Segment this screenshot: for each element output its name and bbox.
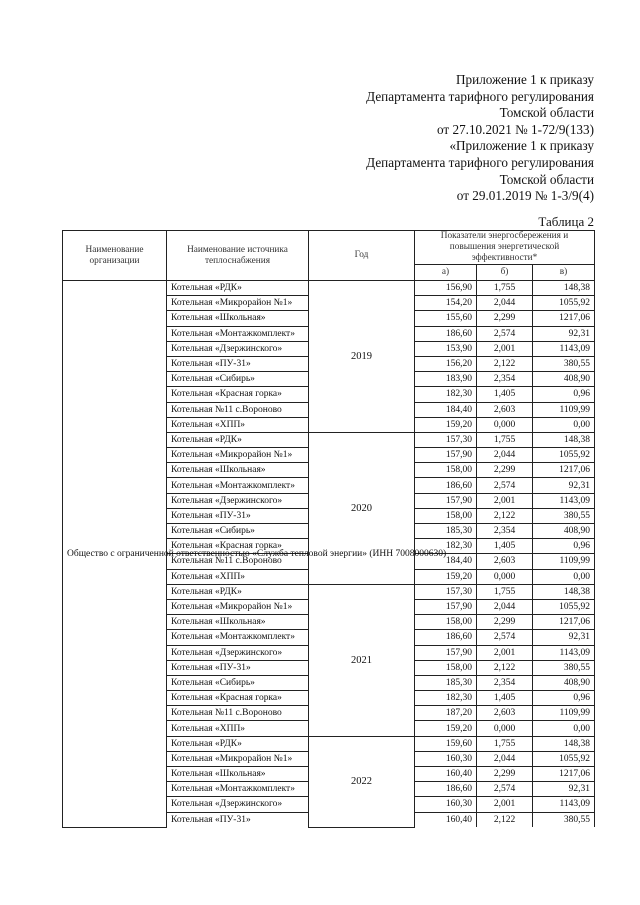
value-c-cell: 1055,92 [533,599,595,614]
value-b-cell: 1,755 [477,736,533,751]
value-b-cell: 2,044 [477,599,533,614]
header-line: «Приложение 1 к приказу [449,138,594,154]
value-c-cell: 408,90 [533,372,595,387]
value-b-cell: 2,603 [477,554,533,569]
value-b-cell: 1,755 [477,432,533,447]
value-b-cell: 2,603 [477,402,533,417]
value-c-cell: 148,38 [533,736,595,751]
value-b-cell: 1,405 [477,691,533,706]
value-b-cell: 2,001 [477,797,533,812]
value-a-cell: 153,90 [415,341,477,356]
year-cell: 2022 [309,736,415,827]
value-c-cell: 380,55 [533,356,595,371]
document-header [366,72,594,205]
value-a-cell: 158,00 [415,660,477,675]
value-c-cell: 0,96 [533,387,595,402]
value-a-cell: 186,60 [415,478,477,493]
value-a-cell: 186,60 [415,782,477,797]
value-c-cell: 408,90 [533,675,595,690]
header-line: Департамента тарифного регулирования [366,88,594,104]
source-cell: Котельная «Сибирь» [167,675,309,690]
col-header-organization: Наименование организации [63,231,167,281]
year-cell: 2021 [309,584,415,736]
source-cell: Котельная «Дзержинского» [167,341,309,356]
value-a-cell: 158,00 [415,463,477,478]
header-line: от 29.01.2019 № 1-3/9(4) [456,188,594,204]
value-b-cell: 2,574 [477,782,533,797]
value-a-cell: 156,90 [415,281,477,296]
source-cell: Котельная «Микрорайон №1» [167,751,309,766]
source-cell: Котельная «Школьная» [167,767,309,782]
value-c-cell: 92,31 [533,630,595,645]
value-a-cell: 159,20 [415,721,477,736]
header-line: Приложение 1 к приказу [456,72,594,87]
value-a-cell: 157,90 [415,599,477,614]
source-cell: Котельная «Микрорайон №1» [167,448,309,463]
source-cell: Котельная «РДК» [167,736,309,751]
source-cell: Котельная «Красная горка» [167,387,309,402]
value-b-cell: 2,122 [477,812,533,827]
col-header-indicators: Показатели энергосбережения и повышения энергетической эффективности* [415,231,595,265]
value-a-cell: 160,30 [415,751,477,766]
source-cell: Котельная «Монтажкомплект» [167,326,309,341]
value-b-cell: 2,122 [477,356,533,371]
value-a-cell: 157,90 [415,493,477,508]
value-a-cell: 155,60 [415,311,477,326]
source-cell: Котельная «Дзержинского» [167,493,309,508]
value-a-cell: 159,20 [415,417,477,432]
value-a-cell: 157,90 [415,448,477,463]
source-cell: Котельная «Монтажкомплект» [167,782,309,797]
value-a-cell: 159,20 [415,569,477,584]
value-c-cell: 1143,09 [533,645,595,660]
value-a-cell: 160,40 [415,767,477,782]
value-a-cell: 186,60 [415,630,477,645]
source-cell: Котельная «ПУ-31» [167,660,309,675]
source-cell: Котельная «ХПП» [167,417,309,432]
value-b-cell: 2,044 [477,751,533,766]
value-b-cell: 1,405 [477,387,533,402]
value-b-cell: 2,001 [477,341,533,356]
value-b-cell: 2,574 [477,478,533,493]
value-b-cell: 1,755 [477,584,533,599]
value-a-cell: 157,90 [415,645,477,660]
source-cell: Котельная «ХПП» [167,721,309,736]
source-cell: Котельная «Школьная» [167,463,309,478]
value-c-cell: 92,31 [533,326,595,341]
source-cell: Котельная «Микрорайон №1» [167,599,309,614]
col-header-source: Наименование источника теплоснабжения [167,231,309,281]
value-a-cell: 184,40 [415,402,477,417]
source-cell: Котельная «ХПП» [167,569,309,584]
value-b-cell: 2,044 [477,296,533,311]
value-c-cell: 408,90 [533,524,595,539]
source-cell: Котельная «Красная горка» [167,539,309,554]
source-cell: Котельная «ПУ-31» [167,508,309,523]
source-cell: Котельная «Монтажкомплект» [167,478,309,493]
value-a-cell: 159,60 [415,736,477,751]
value-a-cell: 156,20 [415,356,477,371]
value-c-cell: 148,38 [533,432,595,447]
source-cell: Котельная №11 с.Вороново [167,706,309,721]
source-cell: Котельная «Школьная» [167,615,309,630]
source-cell: Котельная «ПУ-31» [167,356,309,371]
value-c-cell: 1055,92 [533,448,595,463]
value-b-cell: 2,001 [477,645,533,660]
value-c-cell: 92,31 [533,782,595,797]
value-b-cell: 2,354 [477,372,533,387]
source-cell: Котельная «Монтажкомплект» [167,630,309,645]
table-caption: Таблица 2 [538,214,594,229]
source-cell: Котельная «РДК» [167,584,309,599]
source-cell: Котельная «Дзержинского» [167,645,309,660]
value-a-cell: 157,30 [415,432,477,447]
value-c-cell: 1109,99 [533,706,595,721]
source-cell: Котельная «Дзержинского» [167,797,309,812]
source-cell: Котельная «Школьная» [167,311,309,326]
value-b-cell: 2,122 [477,508,533,523]
header-line: Департамента тарифного регулирования [366,154,594,170]
value-b-cell: 0,000 [477,721,533,736]
value-b-cell: 2,122 [477,660,533,675]
source-cell: Котельная «РДК» [167,281,309,296]
value-c-cell: 1217,06 [533,311,595,326]
value-c-cell: 1217,06 [533,767,595,782]
value-b-cell: 2,354 [477,675,533,690]
value-a-cell: 157,30 [415,584,477,599]
value-a-cell: 158,00 [415,615,477,630]
value-c-cell: 380,55 [533,812,595,827]
year-cell: 2019 [309,281,415,433]
value-b-cell: 2,574 [477,326,533,341]
source-cell: Котельная «Микрорайон №1» [167,296,309,311]
source-cell: Котельная «РДК» [167,432,309,447]
value-c-cell: 1109,99 [533,554,595,569]
source-cell: Котельная «ПУ-31» [167,812,309,827]
value-b-cell: 0,000 [477,569,533,584]
value-a-cell: 182,30 [415,387,477,402]
value-b-cell: 2,574 [477,630,533,645]
value-c-cell: 148,38 [533,584,595,599]
value-a-cell: 158,00 [415,508,477,523]
value-a-cell: 185,30 [415,675,477,690]
value-a-cell: 160,30 [415,797,477,812]
value-b-cell: 1,755 [477,281,533,296]
value-c-cell: 92,31 [533,478,595,493]
col-header-b: б) [477,265,533,281]
value-c-cell: 1143,09 [533,341,595,356]
value-c-cell: 148,38 [533,281,595,296]
value-a-cell: 184,40 [415,554,477,569]
col-header-a: а) [415,265,477,281]
value-c-cell: 1055,92 [533,751,595,766]
indicators-table [62,230,595,828]
value-b-cell: 2,001 [477,493,533,508]
value-c-cell: 1143,09 [533,797,595,812]
value-b-cell: 2,603 [477,706,533,721]
value-c-cell: 0,00 [533,417,595,432]
organization-cell: Общество с ограниченной ответственностью «Служба тепловой энергии» (ИНН 7008000630) [63,281,167,828]
source-cell: Котельная №11 с.Вороново [167,402,309,417]
value-b-cell: 0,000 [477,417,533,432]
value-a-cell: 154,20 [415,296,477,311]
value-b-cell: 2,354 [477,524,533,539]
table-row [63,281,595,296]
value-b-cell: 2,299 [477,767,533,782]
source-cell: Котельная «Красная горка» [167,691,309,706]
value-c-cell: 1217,06 [533,615,595,630]
source-cell: Котельная №11 с.Вороново [167,554,309,569]
value-c-cell: 1217,06 [533,463,595,478]
value-a-cell: 182,30 [415,691,477,706]
value-c-cell: 380,55 [533,508,595,523]
header-line: от 27.10.2021 № 1-72/9(133) [437,121,594,137]
value-b-cell: 1,405 [477,539,533,554]
value-c-cell: 380,55 [533,660,595,675]
value-c-cell: 1143,09 [533,493,595,508]
col-header-year: Год [309,231,415,281]
value-c-cell: 0,00 [533,569,595,584]
value-b-cell: 2,044 [477,448,533,463]
value-c-cell: 0,00 [533,721,595,736]
value-c-cell: 0,96 [533,691,595,706]
value-a-cell: 182,30 [415,539,477,554]
source-cell: Котельная «Сибирь» [167,524,309,539]
value-a-cell: 186,60 [415,326,477,341]
value-a-cell: 183,90 [415,372,477,387]
value-c-cell: 0,96 [533,539,595,554]
value-a-cell: 185,30 [415,524,477,539]
value-c-cell: 1109,99 [533,402,595,417]
value-a-cell: 160,40 [415,812,477,827]
col-header-c: в) [533,265,595,281]
year-cell: 2020 [309,432,415,584]
value-b-cell: 2,299 [477,311,533,326]
value-b-cell: 2,299 [477,615,533,630]
table-body [63,281,595,828]
header-line: Томской области [499,171,594,187]
source-cell: Котельная «Сибирь» [167,372,309,387]
value-c-cell: 1055,92 [533,296,595,311]
value-b-cell: 2,299 [477,463,533,478]
header-line: Томской области [499,105,594,121]
value-a-cell: 187,20 [415,706,477,721]
